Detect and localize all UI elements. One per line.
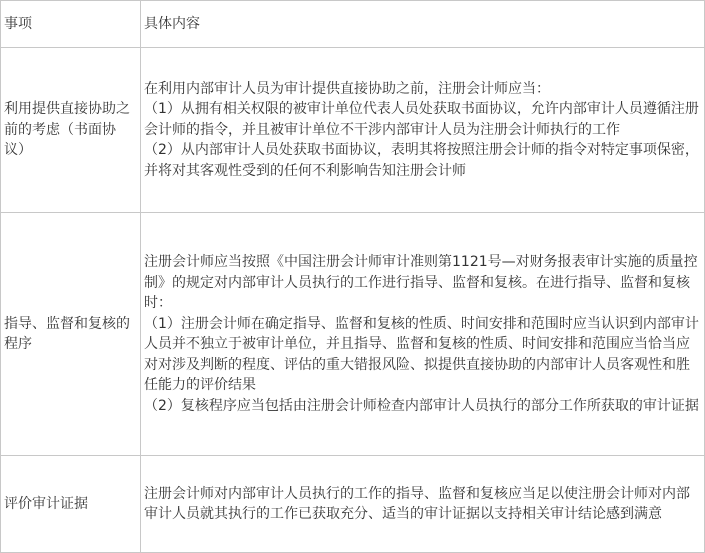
table-header-row <box>1 1 705 48</box>
item-cell: 利用提供直接协助之前的考虑（书面协议） <box>1 48 141 213</box>
header-content-cell: 具体内容 <box>141 1 705 48</box>
content-cell <box>141 456 705 553</box>
table-row <box>1 48 705 213</box>
content-paragraph: 注册会计师对内部审计人员执行的工作的指导、监督和复核应当足以使注册会计师对内部审计人员就其执行的工作已获取充分、适当的审计证据以支持相关审计结论感到满意 <box>144 485 690 522</box>
table-row <box>1 213 705 456</box>
content-paragraph: （1）从拥有相关权限的被审计单位代表人员处获取书面协议，允许内部审计人员遵循注册会计师的指令，并且被审计单位不干涉内部审计人员为注册会计师执行的工作 <box>144 101 699 138</box>
content-cell <box>141 48 705 213</box>
content-paragraph: （2）从内部审计人员处获取书面协议，表明其将按照注册会计师的指令对特定事项保密，并将对其客观性受到的任何不利影响告知注册会计师 <box>144 142 699 179</box>
content-paragraph: （2）复核程序应当包括由注册会计师检查内部审计人员执行的部分工作所获取的审计证据 <box>144 397 699 414</box>
header-item-cell: 事项 <box>1 1 141 48</box>
item-cell: 评价审计证据 <box>1 456 141 553</box>
table-row <box>1 456 705 553</box>
content-paragraph: （1）注册会计师在确定指导、监督和复核的性质、时间安排和范围时应当认识到内部审计人员并不独立于被审计单位，并且指导、监督和复核的性质、时间安排和范围应当恰当应对对涉及判断的程度、评估的重大错报风险、拟提供直接协助的内部审计人员客观性和胜任能力的评价结果 <box>144 315 699 393</box>
content-paragraph: 在利用内部审计人员为审计提供直接协助之前，注册会计师应当： <box>144 80 550 97</box>
content-paragraph: 注册会计师应当按照《中国注册会计师审计准则第1121号—对财务报表审计实施的质量控制》的规定对内部审计人员执行的工作进行指导、监督和复核。在进行指导、监督和复核时： <box>144 254 698 311</box>
content-cell <box>141 213 705 456</box>
item-cell: 指导、监督和复核的程序 <box>1 213 141 456</box>
